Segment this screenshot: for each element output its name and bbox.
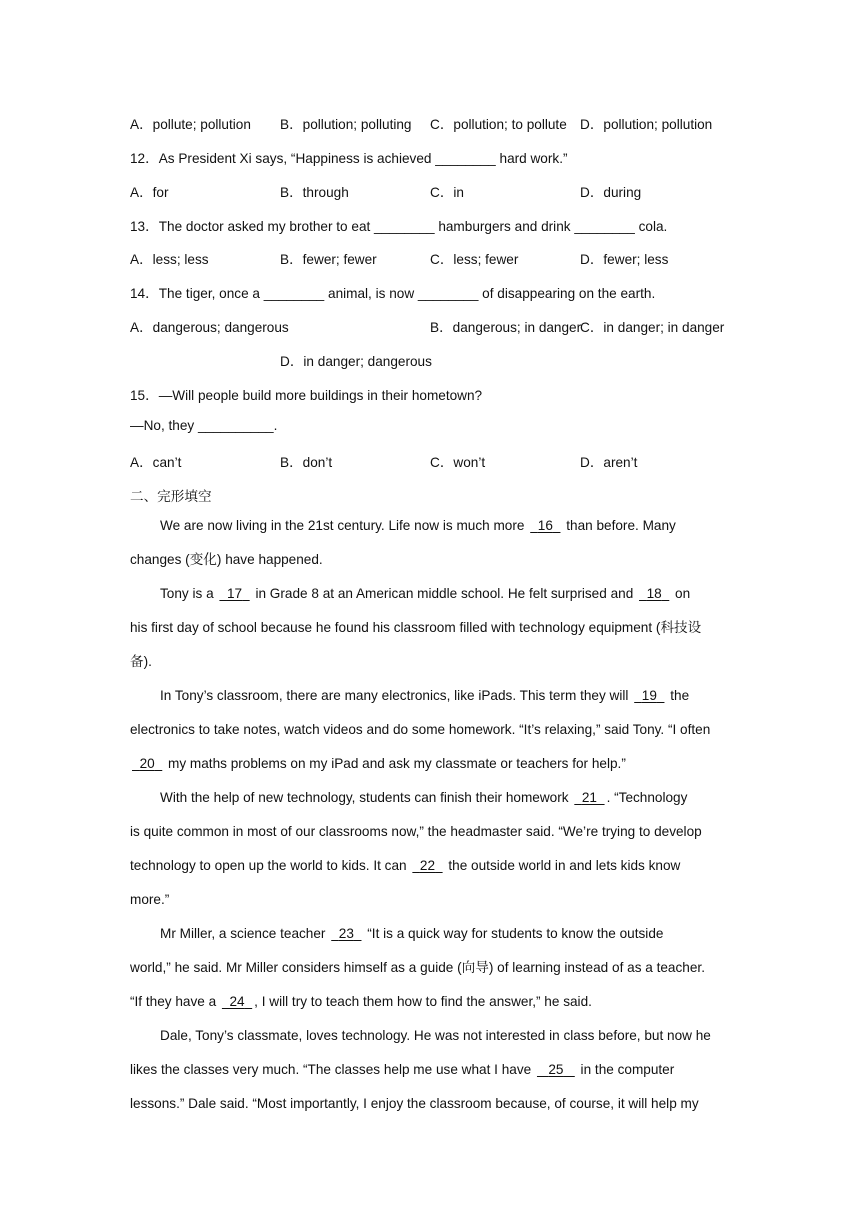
passage-line	[130, 1053, 730, 1087]
q12-option-b: B．through	[280, 185, 349, 200]
text: on	[671, 586, 691, 601]
blank-number: 25	[548, 1062, 564, 1077]
q15-option-c: C．won’t	[430, 455, 486, 470]
passage-line: more.”	[130, 892, 170, 907]
q11-option-b: B．pollution; polluting	[280, 117, 412, 132]
q11-option-d: D．pollution; pollution	[580, 117, 713, 132]
passage-line	[130, 747, 730, 781]
text: In Tony’s classroom, there are many electronics, like iPads. This term they will	[160, 688, 633, 703]
q15-option-d: D．aren’t	[580, 455, 638, 470]
passage-line: world,” he said. Mr Miller considers himself as a guide (向导) of learning instead of as a teacher.	[130, 960, 705, 975]
blank-number: 17	[226, 586, 243, 601]
q15-stem: 15．—Will people build more buildings in their hometown?	[130, 388, 483, 403]
blank-number: 23	[338, 926, 354, 941]
text: the outside world in and lets kids know	[444, 858, 681, 873]
blank-number: 22	[419, 858, 436, 873]
blank-21[interactable]	[572, 781, 606, 815]
blank-17[interactable]	[217, 577, 251, 611]
text: With the help of new technology, students can finish their homework	[160, 790, 573, 805]
q11-option-a: A．pollute; pollution	[130, 117, 251, 132]
passage-line: Dale, Tony’s classmate, loves technology. He was not interested in class before, but now he	[160, 1028, 711, 1043]
q14-option-d: D．in danger; dangerous	[280, 354, 432, 369]
text: than before. Many	[562, 518, 676, 533]
q11-option-c: C．pollution; to pollute	[430, 117, 567, 132]
passage-line	[130, 849, 730, 883]
q14-option-b: B．dangerous; in danger	[430, 320, 582, 335]
q14-option-a: A．dangerous; dangerous	[130, 320, 289, 335]
text: , I will try to teach them how to find the answer,” he said.	[254, 994, 592, 1009]
text: Tony is a	[160, 586, 218, 601]
passage-line	[130, 679, 730, 713]
q12-option-d: D．during	[580, 185, 642, 200]
text: my maths problems on my iPad and ask my classmate or teachers for help.”	[164, 756, 626, 771]
passage-line: 备).	[130, 654, 152, 669]
q15-answer-line: —No, they __________.	[130, 418, 278, 433]
passage-line	[130, 509, 730, 543]
blank-number: 18	[646, 586, 662, 601]
blank-number: 20	[139, 756, 155, 771]
text: We are now living in the 21st century. Life now is much more	[160, 518, 529, 533]
passage-line	[130, 985, 730, 1019]
blank-23[interactable]	[329, 917, 363, 951]
blank-20[interactable]	[130, 747, 164, 781]
q13-stem: 13．The doctor asked my brother to eat ________ hamburgers and drink ________ cola.	[130, 219, 668, 234]
blank-number: 19	[641, 688, 657, 703]
blank-number: 21	[581, 790, 597, 805]
text: the	[666, 688, 690, 703]
passage-line: his first day of school because he found his classroom filled with technology equipment (科技设	[130, 620, 702, 635]
q12-stem: 12．As President Xi says, “Happiness is achieved ________ hard work.”	[130, 151, 568, 166]
q13-option-b: B．fewer; fewer	[280, 252, 377, 267]
text: in the computer	[576, 1062, 675, 1077]
blank-number: 24	[229, 994, 245, 1009]
q15-option-a: A．can’t	[130, 455, 182, 470]
blank-16[interactable]	[528, 509, 562, 543]
passage-line: lessons.” Dale said. “Most importantly, I enjoy the classroom because, of course, it will help my	[130, 1096, 699, 1111]
blank-19[interactable]	[632, 679, 666, 713]
q14-stem: 14．The tiger, once a ________ animal, is now ________ of disappearing on the earth.	[130, 286, 656, 301]
q13-option-c: C．less; fewer	[430, 252, 519, 267]
blank-22[interactable]	[410, 849, 444, 883]
text: in Grade 8 at an American middle school. He felt surprised and	[251, 586, 638, 601]
text: likes the classes very much. “The classes help me use what I have	[130, 1062, 535, 1077]
q12-option-c: C．in	[430, 185, 464, 200]
text: . “Technology	[606, 790, 688, 805]
text: technology to open up the world to kids. It can	[130, 858, 411, 873]
text: “If they have a	[130, 994, 220, 1009]
passage-line: changes (变化) have happened.	[130, 552, 323, 567]
q15-option-b: B．don’t	[280, 455, 333, 470]
passage-line	[130, 577, 730, 611]
q14-option-c: C．in danger; in danger	[580, 320, 725, 335]
passage-line	[130, 781, 730, 815]
cloze-passage	[130, 509, 730, 1121]
text: Mr Miller, a science teacher	[160, 926, 330, 941]
text: “It is a quick way for students to know the outside	[363, 926, 664, 941]
blank-18[interactable]	[637, 577, 671, 611]
blank-number: 16	[537, 518, 553, 533]
passage-line	[130, 917, 730, 951]
q12-option-a: A．for	[130, 185, 169, 200]
q13-option-a: A．less; less	[130, 252, 209, 267]
section-title: 二、完形填空	[130, 489, 212, 504]
passage-line: electronics to take notes, watch videos and do some homework. “It’s relaxing,” said Tony. “I often	[130, 722, 711, 737]
passage-line: is quite common in most of our classrooms now,” the headmaster said. “We’re trying to develop	[130, 824, 702, 839]
blank-25[interactable]	[535, 1053, 577, 1087]
q13-option-d: D．fewer; less	[580, 252, 669, 267]
blank-24[interactable]	[220, 985, 254, 1019]
